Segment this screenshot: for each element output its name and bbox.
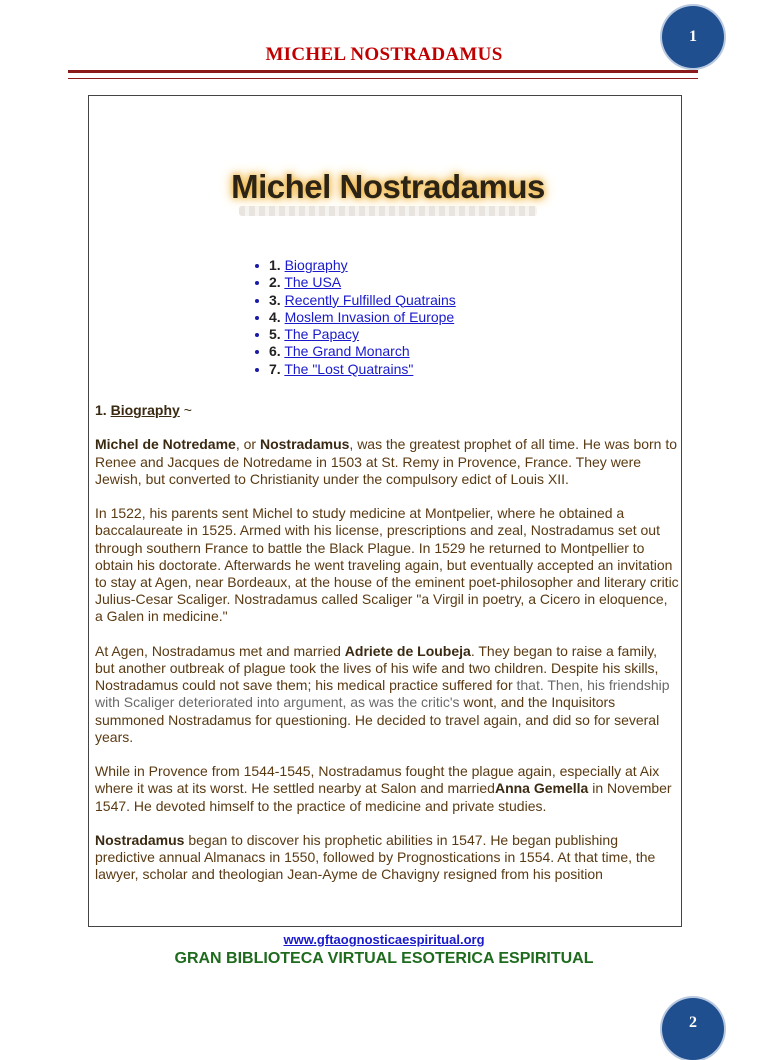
toc-number: 4. — [269, 308, 281, 325]
bold-name: Nostradamus — [259, 436, 350, 453]
toc-item — [251, 257, 456, 274]
toc-link-grand-monarch[interactable]: The Grand Monarch — [284, 343, 410, 360]
footer-library-name: GRAN BIBLIOTECA VIRTUAL ESOTERICA ESPIRITUAL — [174, 950, 594, 967]
toc-number: 3. — [269, 291, 281, 308]
text-run: in November 1547. He devoted himself to the practice of medicine and private studies. — [95, 780, 672, 814]
toc-number: 1. — [269, 257, 281, 273]
bold-name: Nostradamus — [95, 832, 185, 848]
toc-number: 6. — [269, 343, 281, 360]
toc-link-usa[interactable]: The USA — [284, 274, 342, 291]
table-of-contents — [251, 257, 456, 378]
section-suffix: ~ — [179, 402, 192, 418]
text-run: wont, and the Inquisitors summoned Nostradamus for questioning. He decided to travel again, and did so for several years. — [95, 694, 660, 745]
toc-item — [251, 343, 456, 360]
section-number: 1. — [95, 402, 107, 418]
toc-number: 7. — [269, 360, 281, 377]
paragraph-5 — [95, 832, 679, 884]
paragraph-1 — [95, 436, 679, 488]
text-run: At Agen, Nostradamus met and married — [95, 642, 345, 659]
bold-name: Adriete de Loubeja — [344, 642, 471, 659]
toc-number: 2. — [269, 274, 281, 291]
text-run: began to discover his prophetic abilities in 1547. He began publishing predictive annual Almanacs in 1550, followed by Prognostications in 1554. At that time, the lawyer, scholar and theologian Jean-Ayme de Chavigny resigned from his position — [95, 832, 656, 883]
text-run: that. Then, his friendship with Scaliger deteriorated into argument, as was the critic's — [95, 677, 670, 711]
bold-name: Anna Gemella — [494, 780, 589, 797]
text-run: , or — [235, 436, 260, 453]
article-body — [95, 402, 679, 901]
header-title: MICHEL NOSTRADAMUS — [265, 44, 503, 65]
logo-reflection — [239, 206, 537, 216]
content-frame — [88, 95, 682, 927]
toc-item — [251, 309, 456, 326]
text-run: . They began to raise a family, but another outbreak of plague took the lives of his wife and two children. Despite his skills, Nostradamus could not save them; his medical practice suffered for — [95, 642, 659, 694]
title-logo: Michel Nostradamus — [231, 168, 545, 205]
text-run: , was the greatest prophet of all time. He was born to Renee and Jacques de Notredame in 1503 at St. Remy in Provence, France. They were Jewish, but converted to Christianity under the compulsory edict of Louis XII. — [95, 436, 678, 487]
next-page-number: 2 — [689, 1014, 697, 1031]
section-title-link[interactable]: Biography — [110, 402, 180, 418]
page-number: 1 — [689, 28, 697, 45]
header-divider — [68, 70, 698, 79]
paragraph-3 — [95, 643, 679, 746]
toc-link-quatrains[interactable]: Recently Fulfilled Quatrains — [284, 291, 456, 308]
paragraph-2: In 1522, his parents sent Michel to study medicine at Montpelier, where he obtained a baccalaureate in 1525. Armed with his license, prescriptions and zeal, Nostradamus set out through southern France to battle the Black Plague. In 1529 he returned to Montpellier to obtain his doctorate. Afterwards he went traveling again, but eventually accepted an invitation to stay at Agen, near Bordeaux, at the house of the eminent poet-philosopher and literary critic Julius-Cesar Scaliger. Nostradamus called Scaliger "a Virgil in poetry, a Cicero in eloquence, a Galen in medicine." — [95, 505, 679, 625]
section-heading — [95, 402, 679, 419]
toc-link-moslem-invasion[interactable]: Moslem Invasion of Europe — [284, 308, 455, 325]
toc-link-lost-quatrains[interactable]: The "Lost Quatrains" — [284, 360, 414, 377]
toc-item — [251, 274, 456, 291]
bold-name: Michel de Notredame — [95, 436, 236, 453]
toc-number: 5. — [269, 326, 281, 343]
toc-item — [251, 292, 456, 309]
next-page-badge — [662, 998, 724, 1060]
toc-link-papacy[interactable]: The Papacy — [284, 326, 360, 343]
toc-item — [251, 361, 456, 378]
toc-item — [251, 326, 456, 343]
footer-website-link[interactable]: www.gftaognosticaespiritual.org — [283, 932, 485, 947]
toc-link-biography[interactable]: Biography — [284, 257, 348, 273]
paragraph-4 — [95, 763, 679, 815]
text-run: While in Provence from 1544-1545, Nostradamus fought the plague again, especially at Aix where it was at its worst. He settled nearby at Salon and married — [95, 763, 660, 797]
